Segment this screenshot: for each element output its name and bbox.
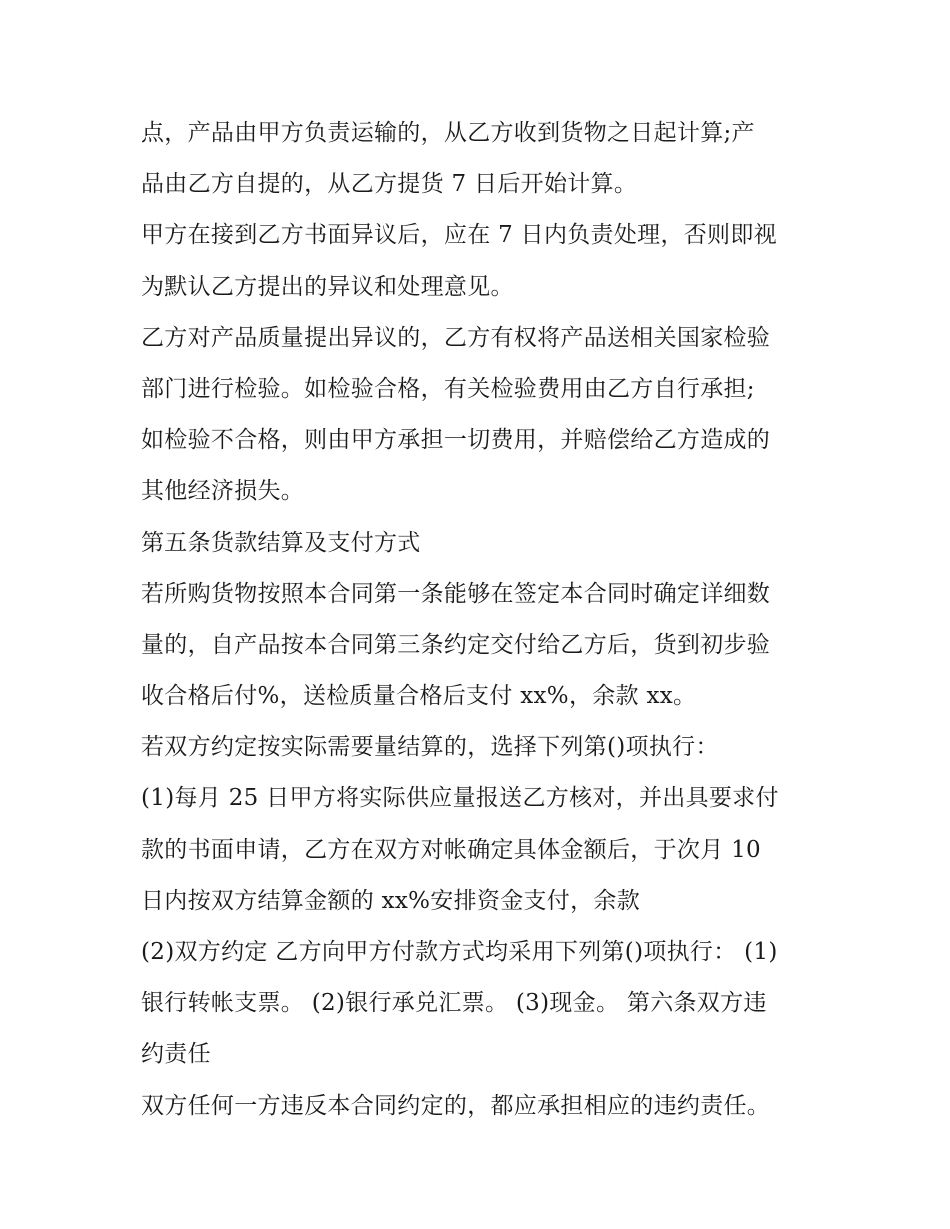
text-line: 乙方对产品质量提出异议的，乙方有权将产品送相关国家检验: [141, 324, 771, 351]
document-body: [141, 108, 821, 1132]
text-line: 银行转帐支票。 (2)银行承兑汇票。 (3)现金。 第六条双方违: [141, 990, 767, 1017]
text-line: 收合格后付%，送检质量合格后支付 xx%，余款 xx。: [141, 683, 697, 710]
text-line: (2)双方约定 乙方向甲方付款方式均采用下列第()项执行： (1): [141, 939, 778, 965]
text-line: 如检验不合格，则由甲方承担一切费用，并赔偿给乙方造成的: [141, 427, 771, 454]
text-line: 其他经济损失。: [141, 478, 305, 505]
text-line: 品由乙方自提的，从乙方提货 7 日后开始计算。: [141, 171, 638, 198]
text-line: 为默认乙方提出的异议和处理意见。: [141, 273, 514, 300]
text-line: 日内按双方结算金额的 xx%安排资金支付，余款: [141, 887, 641, 914]
text-line: (1)每月 25 日甲方将实际供应量报送乙方核对，并出具要求付: [141, 785, 779, 812]
text-line: 约责任: [141, 1041, 211, 1068]
text-line: 若所购货物按照本合同第一条能够在签定本合同时确定详细数: [141, 580, 771, 607]
text-line: 量的，自产品按本合同第三条约定交付给乙方后，货到初步验: [141, 631, 771, 658]
text-line: 部门进行检验。如检验合格，有关检验费用由乙方自行承担;: [141, 375, 755, 402]
text-line: 点，产品由甲方负责运输的，从乙方收到货物之日起计算;产: [141, 120, 755, 146]
text-line: 甲方在接到乙方书面异议后，应在 7 日内负责处理，否则即视: [141, 222, 777, 249]
text-line: 双方任何一方违反本合同约定的，都应承担相应的违约责任。: [141, 1092, 771, 1119]
text-line: 款的书面申请，乙方在双方对帐确定具体金额后，于次月 10: [141, 836, 761, 863]
section-heading: 第五条货款结算及支付方式: [141, 529, 421, 556]
text-line: 若双方约定按实际需要量结算的，选择下列第()项执行：: [141, 734, 719, 761]
